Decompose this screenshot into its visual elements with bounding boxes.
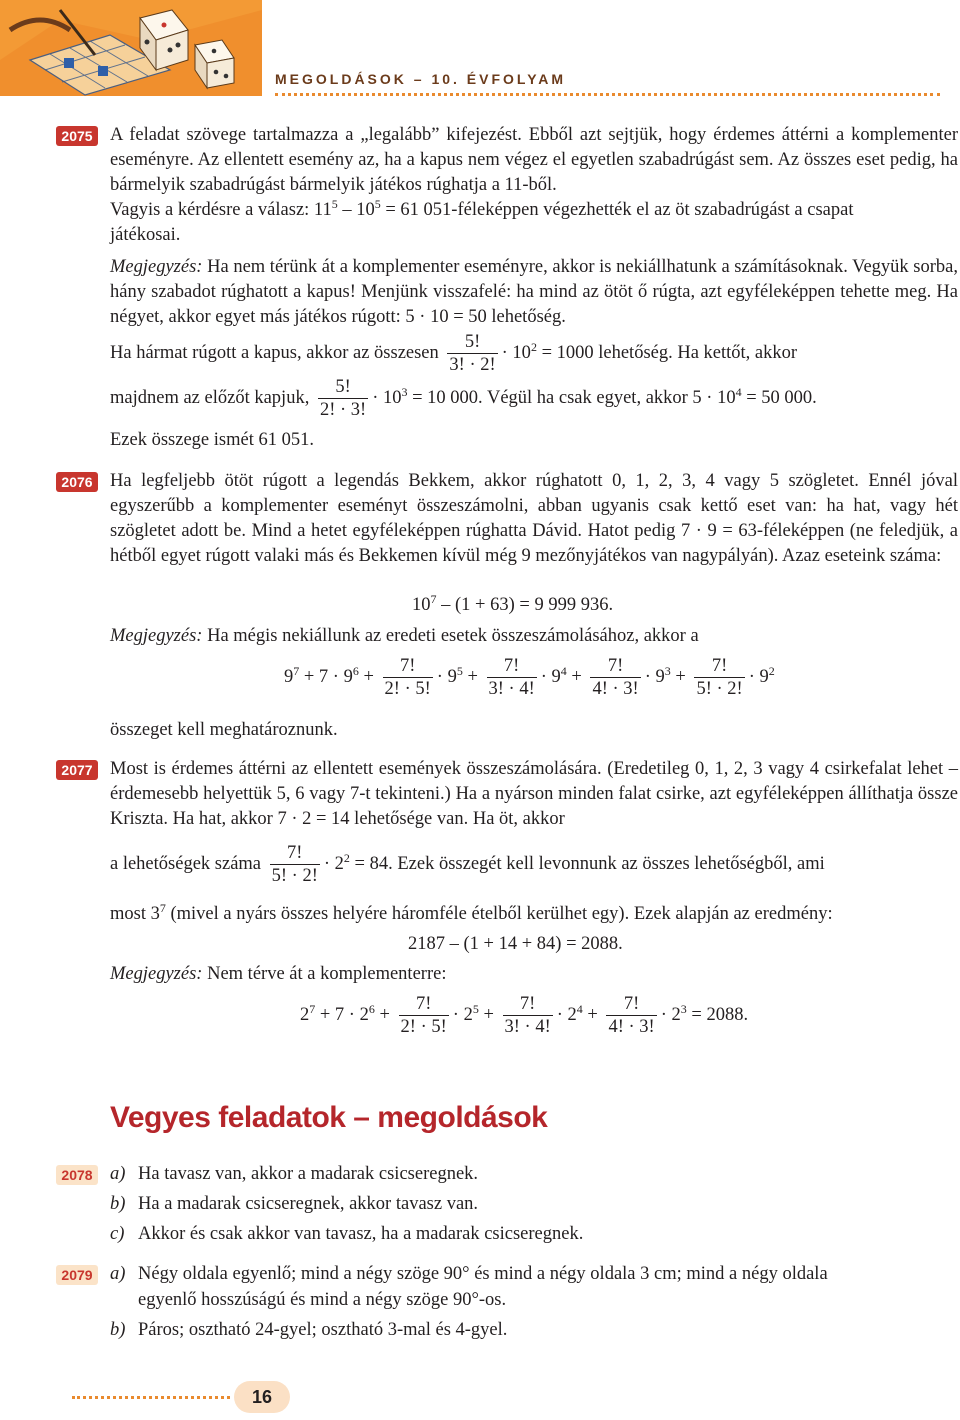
text: most 3 — [110, 904, 160, 924]
text: + — [462, 666, 483, 687]
problem-2077-text: Most is érdemes áttérni az ellentett események összeszámolására. (Eredetileg 0, 1, 2, 3 vagy 4 csirkefalat lehet – érdemesebb helyettük 5, 6 vagy 7-t tekinteni.) Ha a nyárson minden falat csirke, azt egyféleképpen állíthatja össze Kriszta. Ha hat, akkor 7 · 2 = 14 lehetősége van. Ha öt, akkor — [110, 759, 958, 829]
text: 10 — [412, 595, 431, 615]
fraction — [694, 655, 744, 700]
exponent: 4 — [735, 384, 742, 399]
exponent: 3 — [680, 1001, 687, 1016]
problem-2078-a — [110, 1162, 478, 1187]
exponent: 7 — [430, 592, 437, 606]
text: 2 — [300, 1004, 310, 1025]
text: · 9 — [748, 666, 769, 687]
problem-2079-a — [110, 1262, 828, 1287]
fraction-numerator: 5! — [447, 331, 497, 354]
page-number: 16 — [234, 1381, 290, 1413]
text: = 50 000. — [741, 387, 817, 408]
text: Ha hármat rúgott a kapus, akkor az összesen — [110, 342, 439, 363]
exponent: 6 — [368, 1001, 375, 1016]
exponent: 4 — [576, 1001, 583, 1016]
text: 9 — [284, 666, 294, 687]
fraction — [590, 655, 640, 700]
exponent: 2 — [768, 663, 775, 678]
fraction-denominator: 2! · 5! — [400, 1017, 447, 1037]
text: · 9 — [540, 666, 561, 687]
fraction-denominator: 4! · 3! — [608, 1017, 655, 1037]
text: + — [478, 1004, 499, 1025]
text: · 2 — [323, 853, 344, 874]
problem-2075-formula-line-2 — [110, 376, 817, 421]
problem-2076-conclusion: összeget kell meghatároznunk. — [110, 720, 338, 740]
fraction-numerator: 5! — [318, 376, 368, 399]
text: a lehetőségek száma — [110, 853, 262, 874]
exponent: 5 — [472, 1001, 479, 1016]
text: = 1000 lehetőség. Ha kettőt, akkor — [536, 342, 798, 363]
exponent: 5 — [374, 197, 381, 211]
problem-number-2076: 2076 — [56, 472, 98, 492]
text: + — [670, 666, 691, 687]
fraction-numerator: 7! — [487, 655, 537, 678]
fraction-numerator: 7! — [590, 655, 640, 678]
exponent: 7 — [159, 901, 166, 915]
fraction-numerator: 7! — [270, 842, 320, 865]
fraction-denominator: 4! · 3! — [592, 679, 639, 699]
fraction-numerator: 7! — [694, 655, 744, 678]
exponent: 6 — [352, 663, 359, 678]
problem-2079-a-continued: egyenlő hosszúságú és mind a négy szöge 90°-os. — [138, 1290, 507, 1310]
item-text: Akkor és csak akkor van tavasz, ha a madarak csicseregnek. — [138, 1224, 584, 1244]
problem-2075-text: A feladat szövege tartalmazza a „legalább” kifejezést. Ebből azt sejtjük, hogy érdemes áttérni a komplementer eseményre. Az ellentett esemény az, ha a kapus nem végez el egyetlen szabadrúgást sem. Az összes eset pedig, ha bármelyik szabadrúgást bármelyik játékos rúghatja a 11-ből. — [110, 125, 958, 195]
exponent: 2 — [343, 850, 350, 865]
exponent: 5 — [456, 663, 463, 678]
problem-2075-answer-line-2: játékosai. — [110, 225, 181, 245]
text: + 7 · 2 — [315, 1004, 369, 1025]
item-label: b) — [110, 1194, 126, 1214]
page-header-title: MEGOLDÁSOK – 10. ÉVFOLYAM — [275, 71, 567, 87]
fraction-denominator: 3! · 2! — [449, 355, 496, 375]
text: – (1 + 63) = 9 999 936. — [436, 595, 614, 615]
section-title: Vegyes feladatok – megoldások — [110, 1101, 548, 1134]
problem-number-2079: 2079 — [56, 1265, 98, 1285]
fraction-denominator: 3! · 4! — [488, 679, 535, 699]
exponent: 3 — [664, 663, 671, 678]
note-label: Megjegyzés: — [110, 257, 203, 277]
fraction — [383, 655, 433, 700]
text: majdnem az előzőt kapjuk, — [110, 387, 310, 408]
problem-2078-b — [110, 1192, 478, 1217]
answer-text-b: – 10 — [337, 200, 375, 220]
fraction-numerator: 7! — [503, 993, 553, 1016]
item-label: a) — [110, 1264, 126, 1284]
text: · 9 — [436, 666, 457, 687]
fraction — [503, 993, 553, 1038]
problem-2079-b — [110, 1318, 507, 1343]
note-text: Nem térve át a komplementerre: — [202, 964, 447, 984]
problem-2075-conclusion: Ezek összege ismét 61 051. — [110, 430, 314, 450]
problem-number-2077: 2077 — [56, 760, 98, 780]
footer-divider — [72, 1396, 230, 1399]
exponent: 3 — [401, 384, 408, 399]
text: · 2 — [452, 1004, 473, 1025]
problem-2075-note — [110, 255, 958, 330]
fraction — [606, 993, 656, 1038]
problem-number-2078: 2078 — [56, 1165, 98, 1185]
problem-2076-paragraph — [110, 469, 958, 569]
note-text: Ha mégis nekiállunk az eredeti esetek összeszámolásához, akkor a — [202, 626, 699, 646]
item-label: b) — [110, 1320, 126, 1340]
exponent: 7 — [309, 1001, 316, 1016]
note-label: Megjegyzés: — [110, 626, 203, 646]
problem-2077-line-4 — [110, 842, 825, 887]
text: + — [374, 1004, 395, 1025]
text: = 2088. — [686, 1004, 749, 1025]
text: = 10 000. Végül ha csak egyet, akkor 5 · 10 — [407, 387, 736, 408]
exponent: 2 — [530, 339, 537, 354]
note-text: Ha nem térünk át a komplementer eseményre, akkor is nekiállhatunk a számításoknak. Vegyük sorba, hány szabadot rúghatott a kapus! Menjünk visszafelé: ha mind az ötöt ő rúgta, azt egyféleképpen tehette meg. Ha négyet, akkor egyet más játékos rúgott: 5 · 10 = 50 lehetőség. — [110, 257, 958, 327]
fraction — [318, 376, 368, 421]
fraction-denominator: 3! · 4! — [504, 1017, 551, 1037]
text: = 84. Ezek összegét kell levonnunk az összes lehetőségből, ami — [349, 853, 825, 874]
header-illustration — [0, 0, 262, 96]
header-divider — [275, 93, 940, 96]
fraction — [447, 331, 497, 376]
fraction-denominator: 5! · 2! — [696, 679, 743, 699]
text: · 10 — [501, 342, 531, 363]
problem-2077-sum-formula — [300, 993, 748, 1038]
fraction-numerator: 7! — [606, 993, 656, 1016]
answer-text-c: = 61 051-féleképpen végezhették el az öt szabadrúgást a csapat — [380, 200, 854, 220]
item-label: c) — [110, 1224, 125, 1244]
text: · 2 — [556, 1004, 577, 1025]
item-text: Ha tavasz van, akkor a madarak csicseregnek. — [138, 1164, 479, 1184]
fraction-numerator: 7! — [399, 993, 449, 1016]
fraction — [487, 655, 537, 700]
fraction-numerator: 7! — [383, 655, 433, 678]
problem-2078-c — [110, 1222, 583, 1247]
problem-2076-note — [110, 624, 958, 649]
item-text: Páros; osztható 24-gyel; osztható 3-mal és 4-gyel. — [138, 1320, 508, 1340]
exponent: 7 — [293, 663, 300, 678]
note-label: Megjegyzés: — [110, 964, 203, 984]
fraction — [399, 993, 449, 1038]
problem-2075-answer-line — [110, 198, 853, 223]
fraction-denominator: 2! · 3! — [319, 400, 367, 420]
problem-2077-line-5 — [110, 902, 833, 927]
problem-2075-formula-line-1 — [110, 331, 797, 376]
fraction-denominator: 5! · 2! — [271, 866, 318, 886]
problem-2077-note — [110, 962, 958, 987]
exponent: 4 — [560, 663, 567, 678]
text: · 2 — [660, 1004, 681, 1025]
problem-2076-result — [412, 593, 613, 618]
exponent: 5 — [331, 197, 338, 211]
text: + — [358, 666, 379, 687]
text: (mivel a nyárs összes helyére háromféle ételből kerülhet egy). Ezek alapján az eredmény: — [165, 904, 833, 924]
problem-2076-sum-formula — [284, 655, 775, 700]
text: + — [582, 1004, 603, 1025]
problem-2075-paragraph — [110, 123, 958, 198]
fraction-denominator: 2! · 5! — [384, 679, 431, 699]
text: + 7 · 9 — [299, 666, 353, 687]
problem-2076-text: Ha legfeljebb ötöt rúgott a legendás Bekkem, akkor rúghatott 0, 1, 2, 3, 4 vagy 5 szögletet. Ennél jóval egyszerűbb a komplementer eseményt összeszámolni, abban ugyanis csak kettő eset van: ha hat, vagy hét szögletet adott be. Mind a hetet egyféleképpen rúghatta Dávid. Hatot pedig 7 · 9 = 63-féleképpen (ne feledjük, a hétből egyet rúgott valaki más és Bekkemen kívül még 9 mezőnyjátékos van nagypályán). Azaz eseteink száma: — [110, 471, 958, 566]
text: + — [566, 666, 587, 687]
text: · 10 — [372, 387, 402, 408]
problem-number-2075: 2075 — [56, 126, 98, 146]
item-label: a) — [110, 1164, 126, 1184]
problem-2077-result: 2187 – (1 + 14 + 84) = 2088. — [408, 934, 623, 954]
text: · 9 — [644, 666, 665, 687]
answer-text-a: Vagyis a kérdésre a válasz: 11 — [110, 200, 332, 220]
item-text: Ha a madarak csicseregnek, akkor tavasz van. — [138, 1194, 479, 1214]
dice-board-illustration — [0, 0, 262, 96]
fraction — [270, 842, 320, 887]
problem-2077-paragraph — [110, 757, 958, 832]
item-text: Négy oldala egyenlő; mind a négy szöge 90° és mind a négy oldala 3 cm; mind a négy oldala — [138, 1264, 828, 1284]
